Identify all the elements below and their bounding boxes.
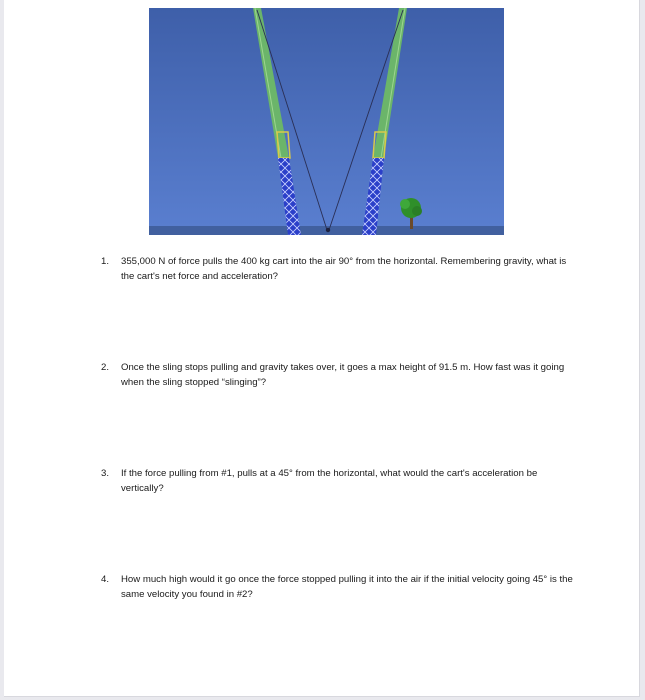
question-1 (101, 254, 581, 284)
question-text: If the force pulling from #1, pulls at a 45° from the horizontal, what would the cart's acceleration be vertically? (121, 468, 538, 494)
slingshot-ride-illustration (149, 8, 504, 235)
document-page (4, 0, 640, 697)
slingshot-image (149, 8, 504, 235)
question-text: 355,000 N of force pulls the 400 kg cart into the air 90° from the horizontal. Remembering gravity, what is the cart's net force and acceleration? (121, 256, 567, 282)
question-3 (101, 466, 581, 496)
question-number: 4. (101, 574, 110, 585)
cart (326, 228, 330, 232)
question-number: 2. (101, 362, 110, 373)
question-2 (101, 360, 581, 390)
question-text: Once the sling stops pulling and gravity takes over, it goes a max height of 91.5 m. How fast was it going when the sling stopped “slinging”? (121, 362, 565, 388)
sky (149, 8, 504, 235)
question-number: 1. (101, 256, 110, 267)
question-number: 3. (101, 468, 110, 479)
question-text: How much high would it go once the force stopped pulling it into the air if the initial velocity going 45° is the same velocity you found in #2? (121, 574, 573, 600)
question-4 (101, 572, 581, 602)
